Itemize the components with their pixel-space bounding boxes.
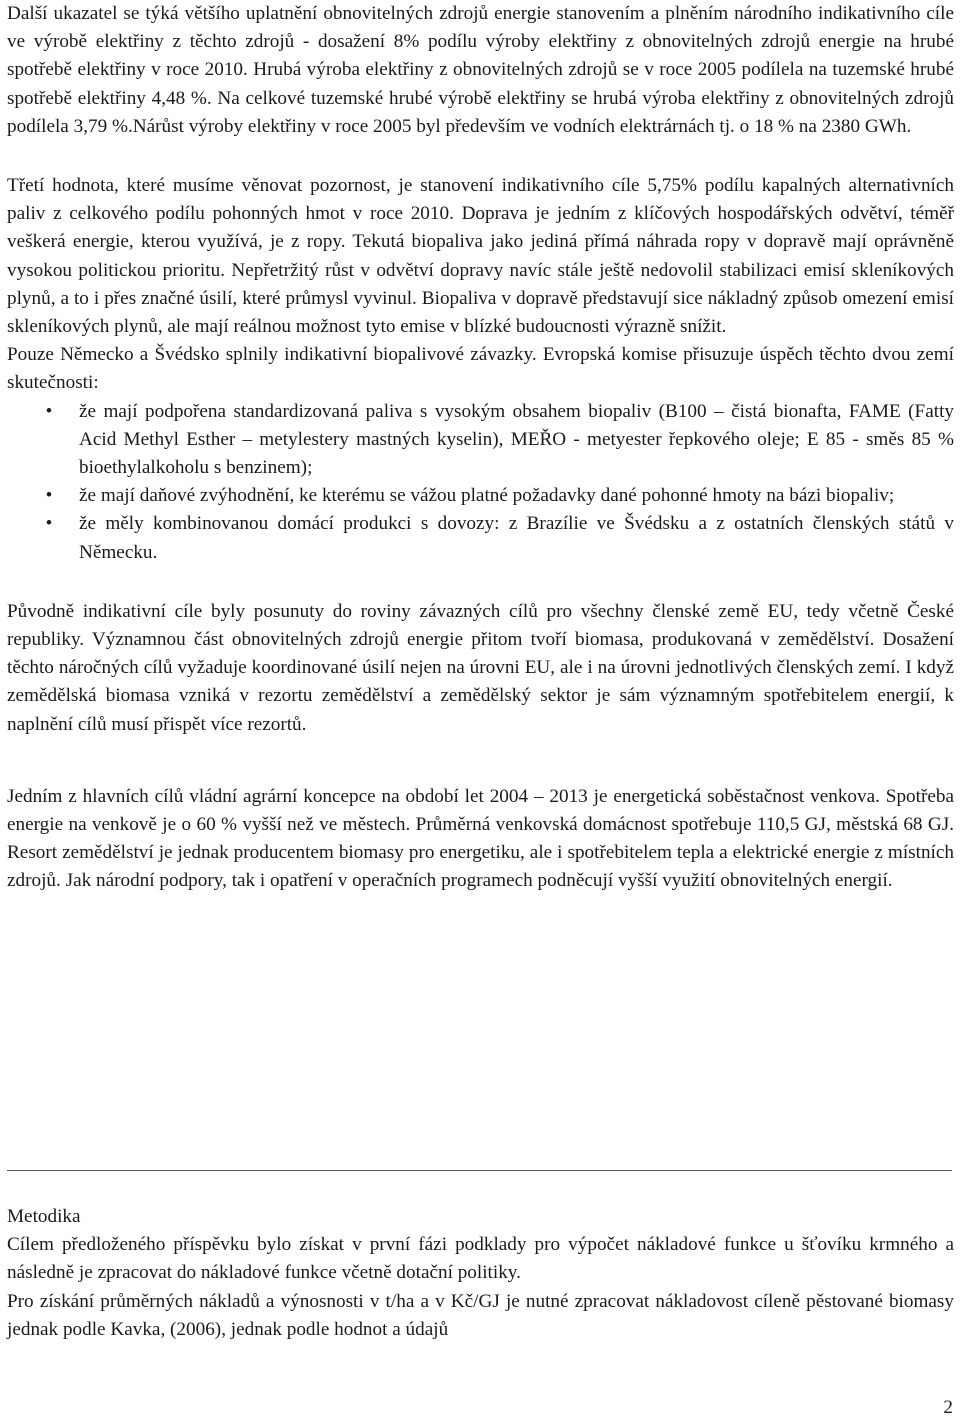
methods-paragraph-1: Cílem předloženého příspěvku bylo získat v první fázi podklady pro výpočet nákladové funkce u šťovíku krmného a následně je zpracovat do nákladové funkce včetně dotační politiky. (7, 1234, 954, 1284)
paragraph-biofuels-target: Třetí hodnota, které musíme věnovat pozornost, je stanovení indikativního cíle 5,75% podílu kapalných alternativních paliv z celkového podílu pohonných hmot v roce 2010. Doprava je jedním z klíčových hospodářských odvětví, téměř veškerá energie, kterou využívá, je z ropy. Tekutá biopaliva jako jediná přímá náhrada ropy v dopravě mají oprávněně vysokou politickou prioritu. Nepřetržitý růst v odvětví dopravy navíc stále ještě nedovolil stabilizaci emisí skleníkových plynů, a to i přes značné úsilí, které průmysl vyvinul. Biopaliva v dopravě představují sice nákladný způsob omezení emisí skleníkových plynů, ale mají reálnou možnost tyto emise v blízké budoucnosti výrazně snížit. (7, 175, 954, 338)
paragraph-renewable-electricity: Další ukazatel se týká většího uplatnění obnovitelných zdrojů energie stanovením a plněním národního indikativního cíle ve výrobě elektřiny z těchto zdrojů - dosažení 8% podílu výroby elektřiny z obnovitelných zdrojů energie na hrubé spotřebě elektřiny v roce 2010. Hrubá výroba elektřiny z obnovitelných zdrojů se v roce 2005 podílela na tuzemské hrubé spotřebě elektřiny 4,48 %. Na celkové tuzemské hrubé výrobě elektřiny se hrubá výroba elektřiny z obnovitelných zdrojů podílela 3,79 %.Nárůst výroby elektřiny v roce 2005 byl především ve vodních elektrárnách tj. o 18 % na 2380 GWh. (7, 3, 954, 137)
paragraph-spacer (7, 567, 954, 598)
list-item-text: že mají podpořena standardizovaná paliva s vysokým obsahem biopaliv (B100 – čistá bionafta, FAME (Fatty Acid Methyl Esther – metylestery mastných kyselin), MEŘO - metyester řepkového oleje; E 85 - směs 85 % bioethylalkoholu s benzinem); (79, 400, 954, 479)
methods-heading: Metodika (7, 1206, 81, 1227)
bullet-icon: • (45, 485, 53, 507)
list-item (7, 482, 954, 510)
methods-paragraph-2: Pro získání průměrných nákladů a výnosnosti v t/ha a v Kč/GJ je nutné zpracovat nákladovost cíleně pěstované biomasy jednak podle Kavka, (2006), jednak podle hodnot a údajů (7, 1290, 954, 1340)
page-number: 2 (943, 1397, 953, 1418)
paragraph-agrarian-concept: Jedním z hlavních cílů vládní agrární koncepce na období let 2004 – 2013 je energetická soběstačnost venkova. Spotřeba energie na venkově je o 60 % vyšší než ve městech. Průměrná venkovská domácnost spotřebuje 110,5 GJ, městská 68 GJ. Resort zemědělství je jednak producentem biomasy pro energetiku, ale i spotřebitelem tepla a elektrické energie z místních zdrojů. Jak národní podpory, tak i opatření v operačních programech podněcují vyšší využití obnovitelných energií. (7, 785, 954, 892)
paragraph-spacer (7, 141, 954, 172)
section-divider (7, 1170, 952, 1171)
bullet-icon: • (45, 513, 53, 535)
list-item-text: že měly kombinovanou domácí produkci s dovozy: z Brazílie ve Švédsku a z ostatních členských států v Německu. (79, 513, 954, 563)
bullet-icon: • (45, 400, 53, 422)
list-item (7, 398, 954, 483)
paragraph-germany-sweden: Pouze Německo a Švédsko splnily indikativní biopalivové závazky. Evropská komise přisuzuje úspěch těchto dvou zemí skutečnosti: (7, 344, 954, 394)
bullet-list (7, 398, 954, 567)
paragraph-binding-targets: Původně indikativní cíle byly posunuty do roviny závazných cílů pro všechny členské země EU, tedy včetně České republiky. Významnou část obnovitelných zdrojů energie přitom tvoří biomasa, produkovaná v zemědělství. Dosažení těchto náročných cílů vyžaduje koordinované úsilí nejen na úrovni EU, ale i na úrovni jednotlivých členských zemí. I když zemědělská biomasa vzniká v rezortu zemědělství a zemědělský sektor je sám významným spotřebitelem energií, k naplnění cílů musí přispět více rezortů. (7, 600, 954, 735)
list-item-text: že mají daňové zvýhodnění, ke kterému se vážou platné požadavky dané pohonné hmoty na bázi biopaliv; (79, 485, 895, 507)
paragraph-spacer (7, 739, 954, 783)
document-body (7, 0, 954, 896)
methods-section (7, 1203, 954, 1344)
list-item (7, 510, 954, 566)
